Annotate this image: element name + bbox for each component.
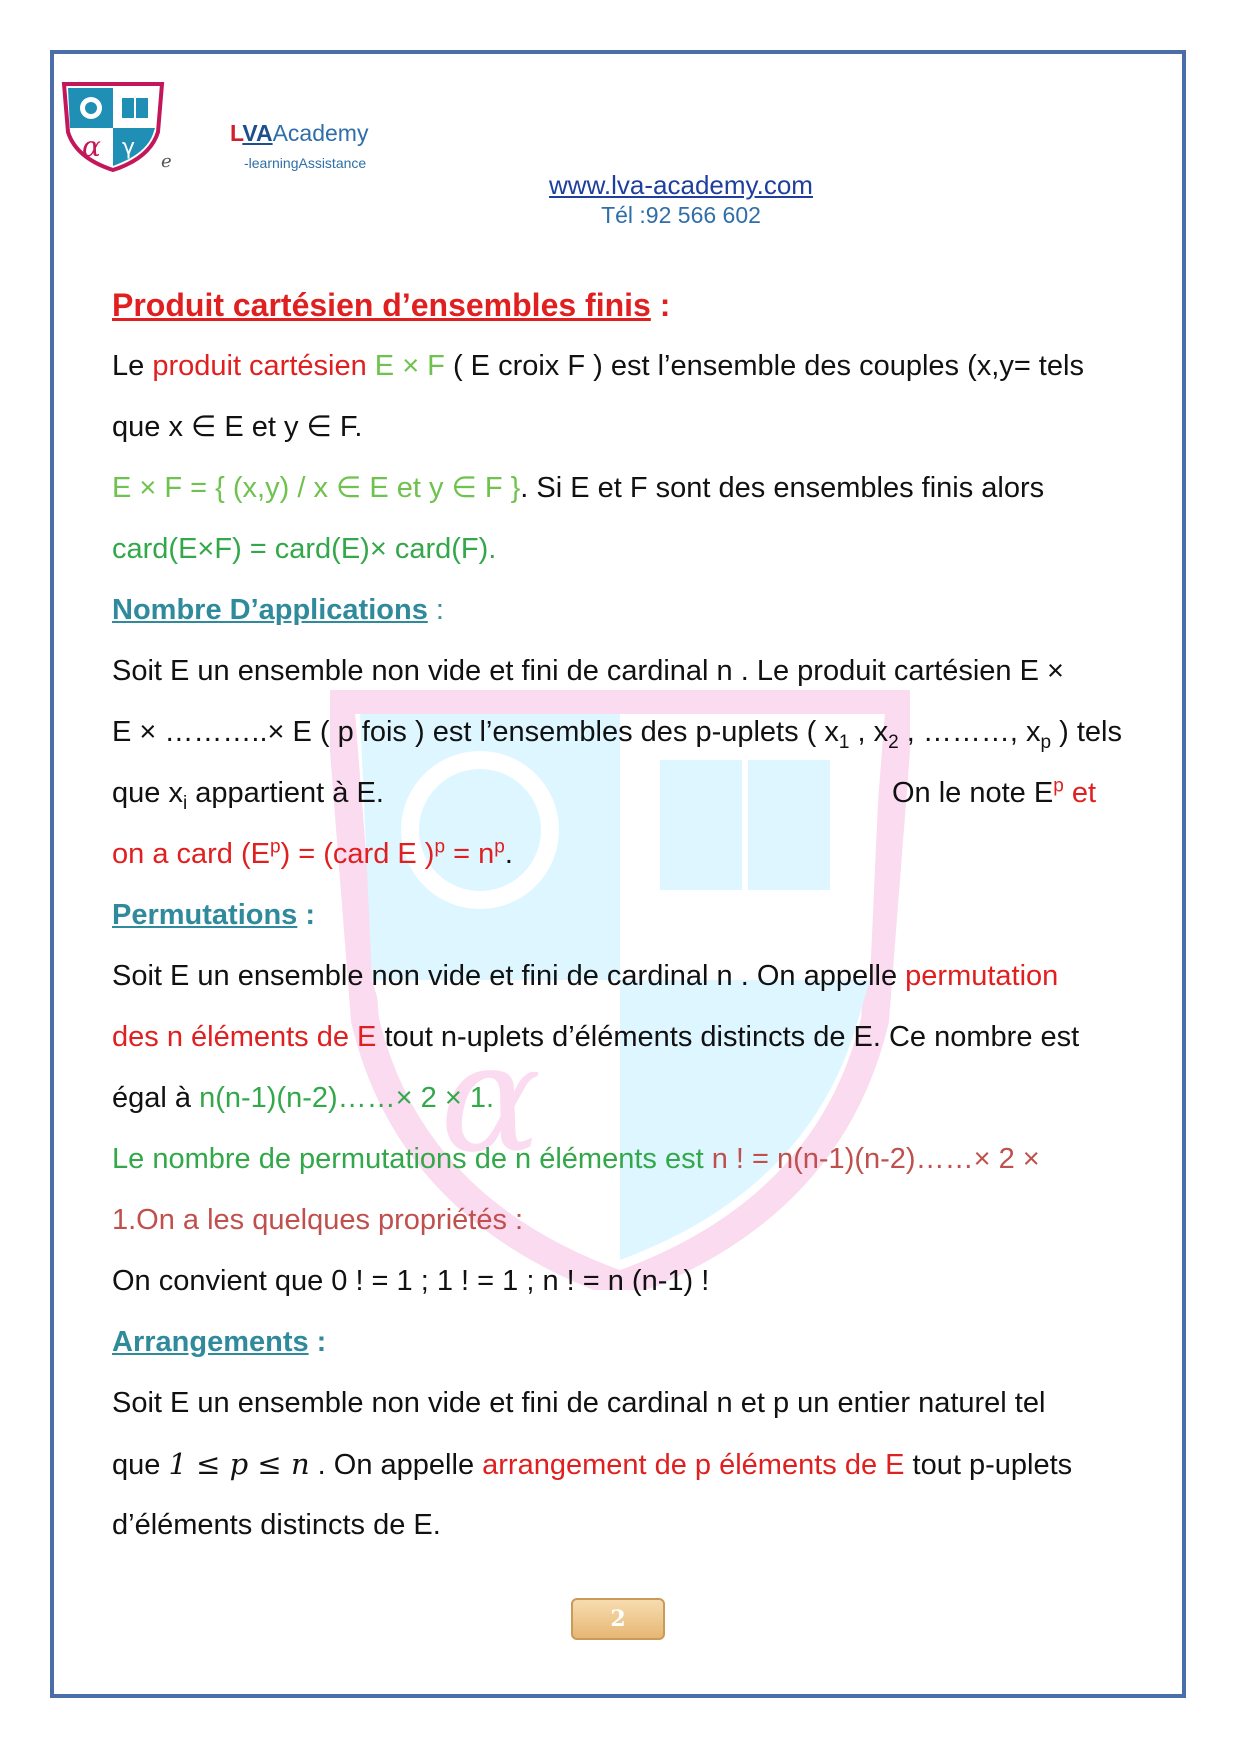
text-run: On convient que 0 ! = 1 ; 1 ! = 1 ; n ! = n (n-1) ! <box>112 1265 710 1297</box>
text-run: Soit E un ensemble non vide et fini de cardinal n . On appelle <box>112 960 906 992</box>
svg-text:α: α <box>440 1012 542 1186</box>
brand-subtitle: -learningAssistance <box>244 155 367 171</box>
paragraph-line <box>112 519 1132 580</box>
paragraph-line <box>112 1495 1132 1556</box>
text-run: E × ………..× E ( p fois ) est l’ensembles des p-uplets ( x <box>112 716 839 748</box>
website-link[interactable]: www.lva-academy.com <box>549 170 813 200</box>
heading-colon: : <box>427 594 444 626</box>
superscript: p <box>434 836 446 858</box>
paragraph-line <box>112 1068 1132 1129</box>
heading-colon: : <box>297 899 316 931</box>
text-run: ( E croix F ) est l’ensemble des couples (x,y= tels <box>444 350 1084 382</box>
paragraph-line <box>112 824 1132 885</box>
heading-colon: : <box>308 1326 327 1358</box>
text-run: et <box>1063 777 1097 809</box>
text-run: Le <box>112 350 153 382</box>
svg-text:γ: γ <box>122 135 136 160</box>
text-run: appartient à E. <box>187 777 384 809</box>
heading-produit-cartesien: Produit cartésien d’ensembles finis <box>112 287 651 323</box>
paragraph-line <box>112 1190 1132 1251</box>
heading-nombre-applications: Nombre D’applications <box>112 594 428 626</box>
section-heading-arrangements <box>112 1312 1132 1373</box>
paragraph-line <box>112 1007 1132 1068</box>
heading-permutations: Permutations <box>112 899 298 931</box>
subscript: 1 <box>838 731 850 753</box>
page-number-badge: 2 <box>571 1598 665 1640</box>
paragraph-line <box>112 1434 1132 1495</box>
text-run: . On appelle <box>309 1449 483 1481</box>
brand-l: L <box>230 120 243 146</box>
brand-va: VA <box>242 120 273 146</box>
text-run: on a card (E <box>112 838 270 870</box>
term-produit-cartesien: produit cartésien <box>152 350 367 382</box>
term-elements-de-e: des n éléments de E <box>112 1021 377 1053</box>
formula-e-cross-f: E × F <box>366 350 445 382</box>
subscript: 2 <box>888 731 899 753</box>
text-run: , ………, x <box>898 716 1041 748</box>
text-run: que x <box>112 777 183 809</box>
paragraph-line <box>112 763 1132 824</box>
text-run: tout p-uplets <box>904 1449 1073 1481</box>
text-run: Soit E un ensemble non vide et fini de cardinal n et p un entier naturel tel <box>112 1387 1046 1419</box>
text-run: égal à <box>112 1082 200 1114</box>
text-run: tout n-uplets d’éléments distincts de E. Ce nombre est <box>376 1021 1080 1053</box>
paragraph-line <box>112 397 1132 458</box>
text-run: que <box>112 1449 169 1481</box>
paragraph-line <box>112 1373 1132 1434</box>
brand-e-letter: e <box>161 151 172 172</box>
formula-n-factorial: n ! = n(n-1)(n-2)……× 2 × <box>703 1143 1040 1175</box>
phone-number: Tél :92 566 602 <box>601 202 761 228</box>
text-run: , x <box>849 716 889 748</box>
superscript: p <box>494 836 505 858</box>
text-run: Le nombre de permutations de n éléments est <box>112 1143 704 1175</box>
paragraph-line <box>112 1129 1132 1190</box>
text-run: ) tels <box>1051 716 1122 748</box>
text-run: On le note E <box>892 777 1054 809</box>
text-run: . Si E et F sont des ensembles finis alors <box>520 472 1045 504</box>
section-heading-applications <box>112 580 1132 641</box>
formula-set-definition: E × F = { (x,y) / x ∈ E et y ∈ F } <box>112 472 521 504</box>
brand-name <box>230 120 368 147</box>
formula-card-product: card(E×F) = card(E)× card(F). <box>112 533 497 565</box>
heading-colon: : <box>650 287 671 323</box>
section-heading-produit <box>112 275 1132 336</box>
paragraph-line <box>112 1251 1132 1312</box>
text-run: Soit E un ensemble non vide et fini de cardinal n . Le produit cartésien E × <box>112 655 1064 687</box>
subscript: p <box>1040 731 1052 753</box>
heading-arrangements: Arrangements <box>112 1326 309 1358</box>
subscript: i <box>182 792 188 814</box>
paragraph-line <box>112 458 1132 519</box>
paragraph-line <box>112 336 1132 397</box>
main-content <box>112 275 1132 1556</box>
lva-academy-logo <box>58 80 168 172</box>
svg-text:α: α <box>82 130 101 163</box>
paragraph-line <box>112 946 1132 1007</box>
text-run: = n <box>445 838 495 870</box>
paragraph-line <box>112 641 1132 702</box>
term-permutation: permutation <box>905 960 1059 992</box>
text-run: . <box>504 838 513 870</box>
superscript: p <box>269 836 281 858</box>
text-run: que x ∈ E et y ∈ F. <box>112 411 363 443</box>
note-ep <box>892 763 1096 824</box>
term-arrangement: arrangement de p éléments de E <box>482 1449 905 1481</box>
formula-p-bounds: 1 ≤ p ≤ n <box>168 1447 310 1481</box>
brand-academy: Academy <box>272 120 369 146</box>
section-heading-permutations <box>112 885 1132 946</box>
text-run: d’éléments distincts de E. <box>112 1509 441 1541</box>
superscript: p <box>1053 775 1064 797</box>
text-run: ) = (card E ) <box>280 838 435 870</box>
paragraph-line <box>112 702 1132 763</box>
formula-factorial-product: n(n-1)(n-2)……× 2 × 1. <box>199 1082 495 1114</box>
text-run: 1.On a les quelques propriétés : <box>112 1204 524 1236</box>
